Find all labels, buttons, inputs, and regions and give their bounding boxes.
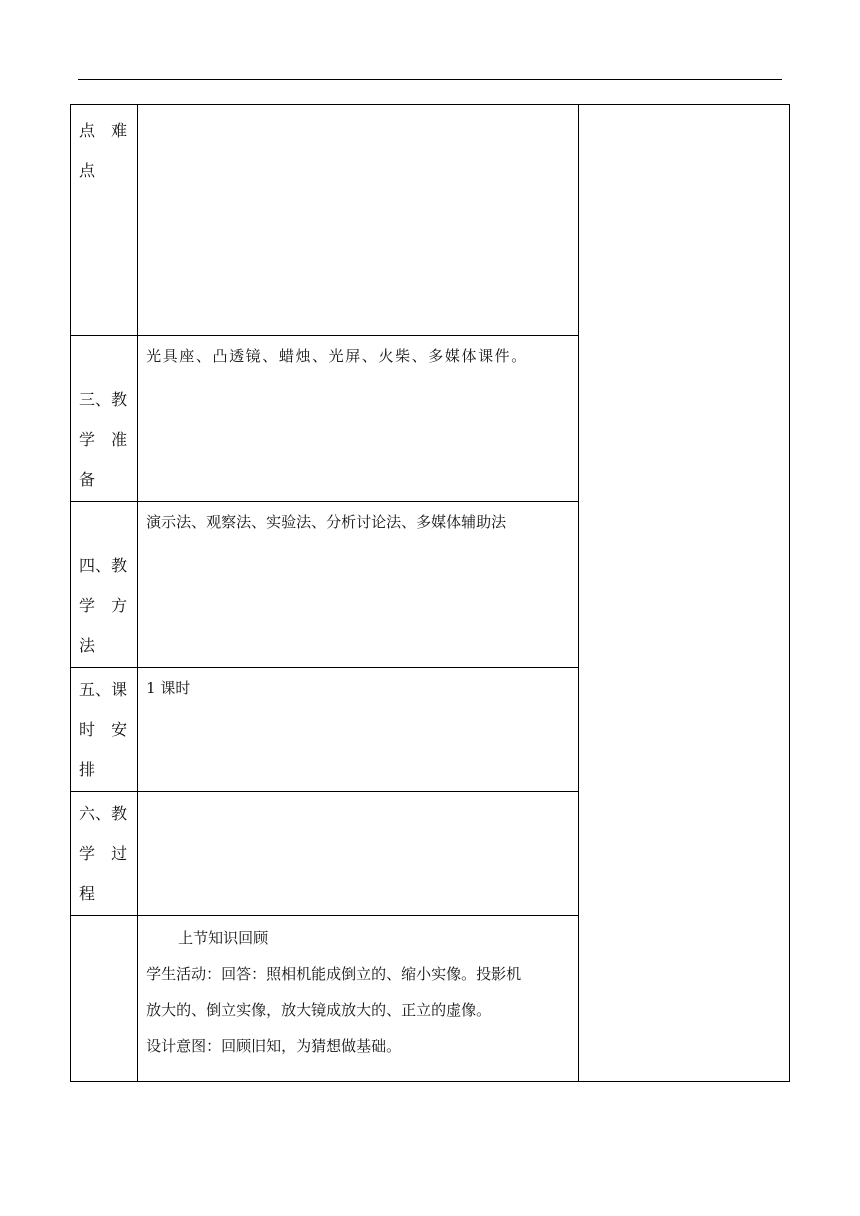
label-line: 程 xyxy=(79,884,96,903)
label-line: 备 xyxy=(79,470,96,489)
row-content-cell xyxy=(138,668,579,792)
table-row xyxy=(71,105,790,336)
content-line: 上节知识回顾 xyxy=(178,929,269,947)
label-line: 六、教 xyxy=(79,804,128,823)
row-label-cell xyxy=(71,916,138,1082)
side-column-cell xyxy=(578,105,789,1082)
row-content-cell xyxy=(138,792,579,916)
header-rule xyxy=(78,79,782,80)
lesson-plan-table xyxy=(70,104,790,1082)
content-line: 1 课时 xyxy=(146,679,191,697)
row-label-cell xyxy=(71,792,138,916)
row-label-cell xyxy=(71,105,138,336)
label-line: 四、教 xyxy=(79,556,128,575)
label-line: 学 方 xyxy=(79,596,128,615)
label-line: 法 xyxy=(79,636,96,655)
content-line: 学生活动：回答：照相机能成倒立的、缩小实像。投影机 xyxy=(146,965,522,983)
label-line: 点 xyxy=(79,161,96,180)
content-line: 演示法、观察法、实验法、分析讨论法、多媒体辅助法 xyxy=(146,513,507,531)
label-line: 点 难 xyxy=(79,121,128,140)
content-line: 设计意图：回顾旧知，为猜想做基础。 xyxy=(146,1037,402,1055)
content-line: 放大的、倒立实像，放大镜成放大的、正立的虚像。 xyxy=(146,1001,492,1019)
row-label-cell xyxy=(71,502,138,668)
row-content-cell xyxy=(138,336,579,502)
row-content-cell xyxy=(138,502,579,668)
label-line: 学 准 xyxy=(79,430,128,449)
label-line: 学 过 xyxy=(79,844,128,863)
label-line: 三、教 xyxy=(79,390,128,409)
row-label-cell xyxy=(71,668,138,792)
row-content-cell xyxy=(138,916,579,1082)
row-label-cell xyxy=(71,336,138,502)
label-line: 排 xyxy=(79,760,96,779)
content-line: 光具座、凸透镜、蜡烛、光屏、火柴、多媒体课件。 xyxy=(146,347,528,365)
label-line: 时 安 xyxy=(79,720,128,739)
label-line: 五、课 xyxy=(79,680,128,699)
row-content-cell xyxy=(138,105,579,336)
